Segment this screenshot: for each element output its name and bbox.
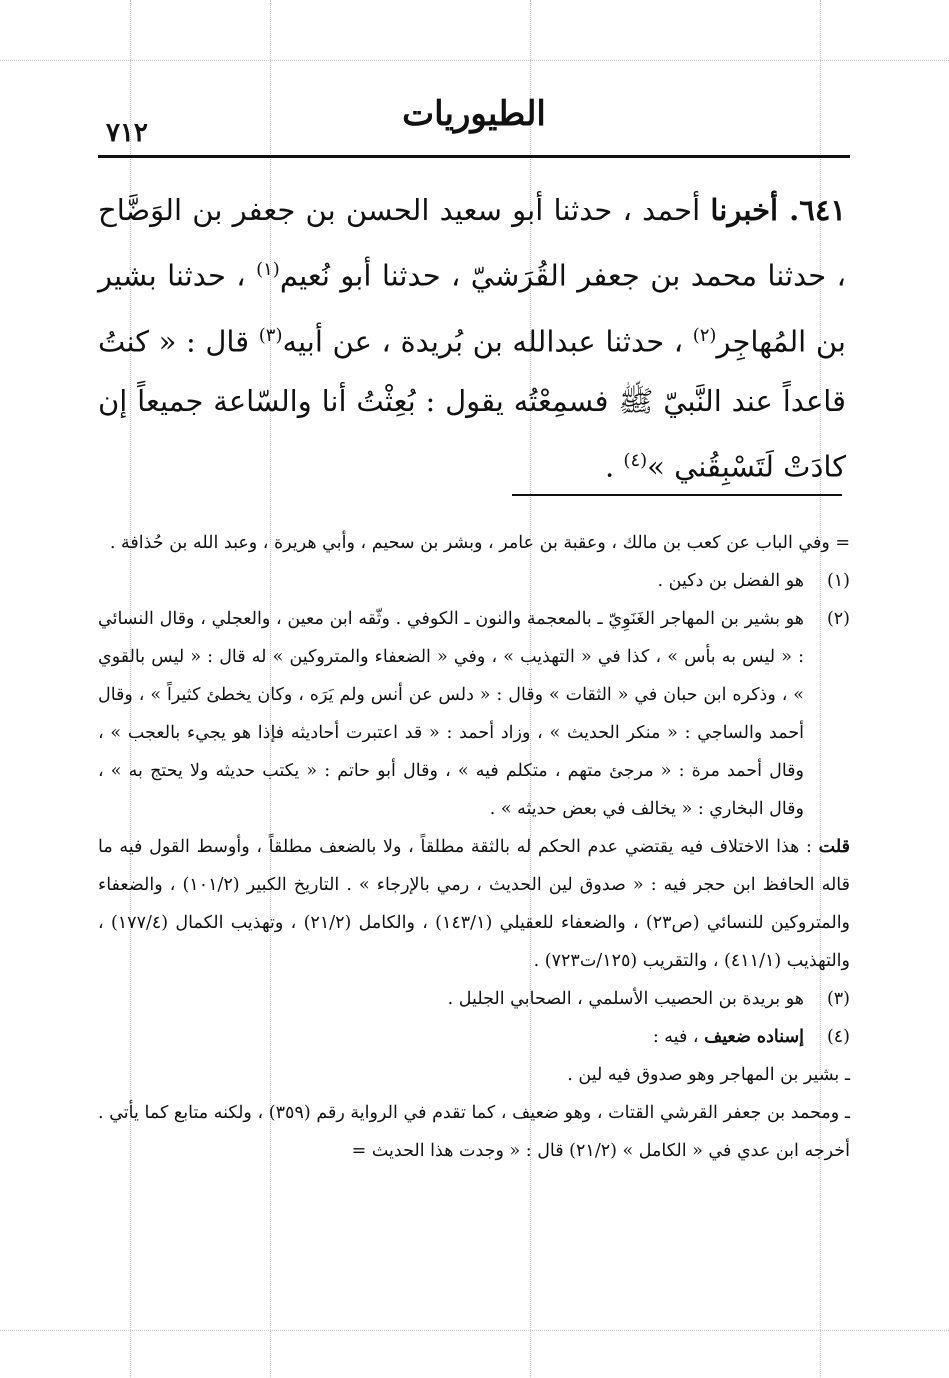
footnote-ref[interactable]: (١): [256, 259, 280, 280]
guide-line: [0, 60, 949, 61]
footnote-2: (٢) هو بشير بن المهاجر الغَنَوِيّ ـ بالمعجمة والنون ـ الكوفي . وثّقه ابن معين ، والعجلي ، وقال النسائي : « ليس به بأس » ، كذا في « التهذيب » ، وفي « الضعفاء والمتروكين » له قال : « ليس بالقوي » ، وذكره ابن حبان في « الثقات » وقال : « دلس عن أنس ولم يَرَه ، وكان يخطئ كثيراً » ، وقال أحمد والساجي : « منكر الحديث » ، وزاد أحمد : « قد اعتبرت أحاديثه فإذا هو يجيء بالعجب » ، وقال أحمد مرة : « مرجئ متهم ، متكلم فيه » ، وقال أبو حاتم : « يكتب حديثه ولا يحتج به » ، وقال البخاري : « يخالف في بعض حديثه » .: [98, 600, 850, 828]
page-header: [98, 88, 850, 158]
footnote-list-item: ـ بشير بن المهاجر وهو صدوق فيه لين .: [567, 1065, 850, 1085]
page-number: ٧١٢: [106, 118, 148, 148]
footnote-number: (٢): [826, 609, 850, 629]
hadith-text: [98, 180, 846, 497]
guide-line: [0, 1330, 949, 1331]
footnote-number: (٣): [826, 989, 850, 1009]
footnote-ref[interactable]: (٢): [692, 324, 717, 346]
footnote-continuation: = وفي الباب عن كعب بن مالك ، وعقبة بن عامر ، وبشر بن سحيم ، وأبي هريرة ، وعبد الله بن حُذافة .: [109, 533, 850, 553]
hadith-number: ٦٤١. أخبرنا: [710, 193, 846, 227]
footnote-number: (١): [826, 571, 850, 591]
author-comment: قلت : هذا الاختلاف فيه يقتضي عدم الحكم له بالثقة مطلقاً ، ولا بالضعف مطلقاً ، وأوسط القول فيه ما قاله الحافظ ابن حجر فيه : « صدوق لين الحديث ، رمي بالإرجاء » . التاريخ الكبير (١٠١/٢) ، والضعفاء والمتروكين للنسائي (ص٢٣) ، والضعفاء للعقيلي (١٤٣/١) ، والكامل (٢١/٢) ، وتهذيب الكمال (١٧٧/٤) ، والتهذيب (٤١١/١) ، والتقريب (١٢٥/ت٧٢٣) .: [98, 837, 851, 971]
footnotes: [98, 524, 850, 1170]
footnote-ref[interactable]: (٤): [623, 450, 648, 472]
header-rule: [98, 155, 850, 158]
book-title: الطيوريات: [402, 94, 546, 134]
footnote-list-item: ـ ومحمد بن جعفر القرشي القتات ، وهو ضعيف ، كما تقدم في الرواية رقم (٣٥٩) ، ولكنه متابع كما يأتي . أخرجه ابن عدي في « الكامل » (٢١/٢) قال : « وجدت هذا الحديث =: [98, 1103, 851, 1161]
footnote-separator: [512, 494, 842, 496]
grading-label: إسناده ضعيف: [704, 1027, 804, 1047]
comment-label: قلت: [818, 837, 850, 857]
footnote-4: (٤) إسناده ضعيف ، فيه :: [98, 1018, 850, 1056]
footnote-3: (٣) هو بريدة بن الحصيب الأسلمي ، الصحابي الجليل .: [98, 980, 850, 1018]
footnote-number: (٤): [826, 1027, 850, 1047]
footnote-1: (١) هو الفضل بن دكين .: [98, 562, 850, 600]
footnote-ref[interactable]: (٣): [258, 324, 283, 346]
hadith-line: ٦٤١. أخبرنا أحمد ، حدثنا أبو سعيد الحسن بن جعفر بن الوَضَّاح ، حدثنا محمد بن جعفر القُرَشيّ ، حدثنا أبو نُعيم$^{(١)}$ ، حدثنا بشير بن المُهاجِر$^{(٢)}$ ، حدثنا عبدالله بن بُريدة ، عن أبيه$^{(٣)}$ قال : « كنتُ قاعداً عند النَّبيّ ﷺ فسمِعْتُه يقول : بُعِثْتُ أنا والسّاعة جميعاً إن كادَتْ لَتَسْبِقُني »$^{(٤)}$ .: [98, 193, 847, 484]
